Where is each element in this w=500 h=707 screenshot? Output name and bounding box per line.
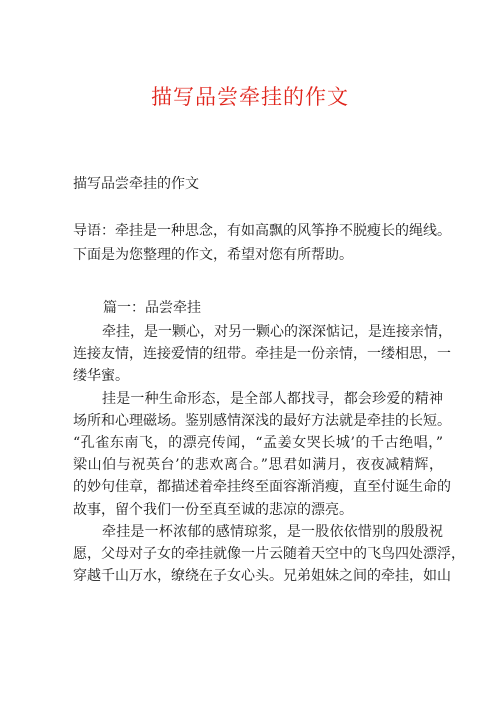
text-line: 挂是一种生命形态，是全部人都找寻，都会珍爱的精神 [102, 390, 443, 407]
text-line: “孔雀东南飞，的漂亮传闻，“孟姜女哭长城’的千古绝唱，” [73, 435, 443, 452]
intro-line: 导语：牵挂是一种思念，有如高飘的风筝挣不脱瘦长的绳线。 [73, 223, 451, 239]
body-text [73, 321, 465, 587]
text-line: 梁山伯与祝英台’的悲欢离合。”思君如满月，夜夜减精辉， [73, 457, 443, 474]
text-line: 场所和心理磁场。鉴别感情深浅的最好方法就是牵挂的长短。 [73, 412, 451, 429]
text-line: 牵挂，是一颗心，对另一颗心的深深惦记，是连接亲情， [102, 324, 452, 340]
intro-paragraph [73, 219, 451, 267]
text-line: 故事，留个我们一份至真至诚的悲凉的漂亮。 [73, 501, 353, 518]
paragraph-1 [73, 321, 452, 388]
intro-line: 下面是为您整理的作文，希望对您有所帮助。 [73, 247, 353, 263]
text-line: 的妙句佳章，都描述着牵挂终至面容渐消瘦，直至付诞生命的 [73, 479, 451, 496]
document-subtitle: 描写品尝牵挂的作文 [73, 176, 199, 192]
text-line: 连接友情，连接爱情的纽带。牵挂是一份亲情，一缕相思，一 [73, 346, 451, 363]
text-line: 缕华蜜。 [73, 368, 129, 385]
section-heading: 篇一：品尝牵挂 [103, 300, 201, 316]
text-line: 愿，父母对子女的牵挂就像一片云随着天空中的飞鸟四处漂浮， [73, 546, 465, 563]
text-line: 穿越千山万水，缭绕在子女心头。兄弟姐妹之间的牵挂，如山 [73, 568, 451, 585]
text-line: 牵挂是一杯浓郁的感情琼浆，是一股依依惜别的殷殷祝 [102, 523, 443, 540]
document-title: 描写品尝牵挂的作文 [151, 85, 349, 109]
paragraph-2 [73, 388, 451, 521]
paragraph-3 [73, 521, 465, 588]
